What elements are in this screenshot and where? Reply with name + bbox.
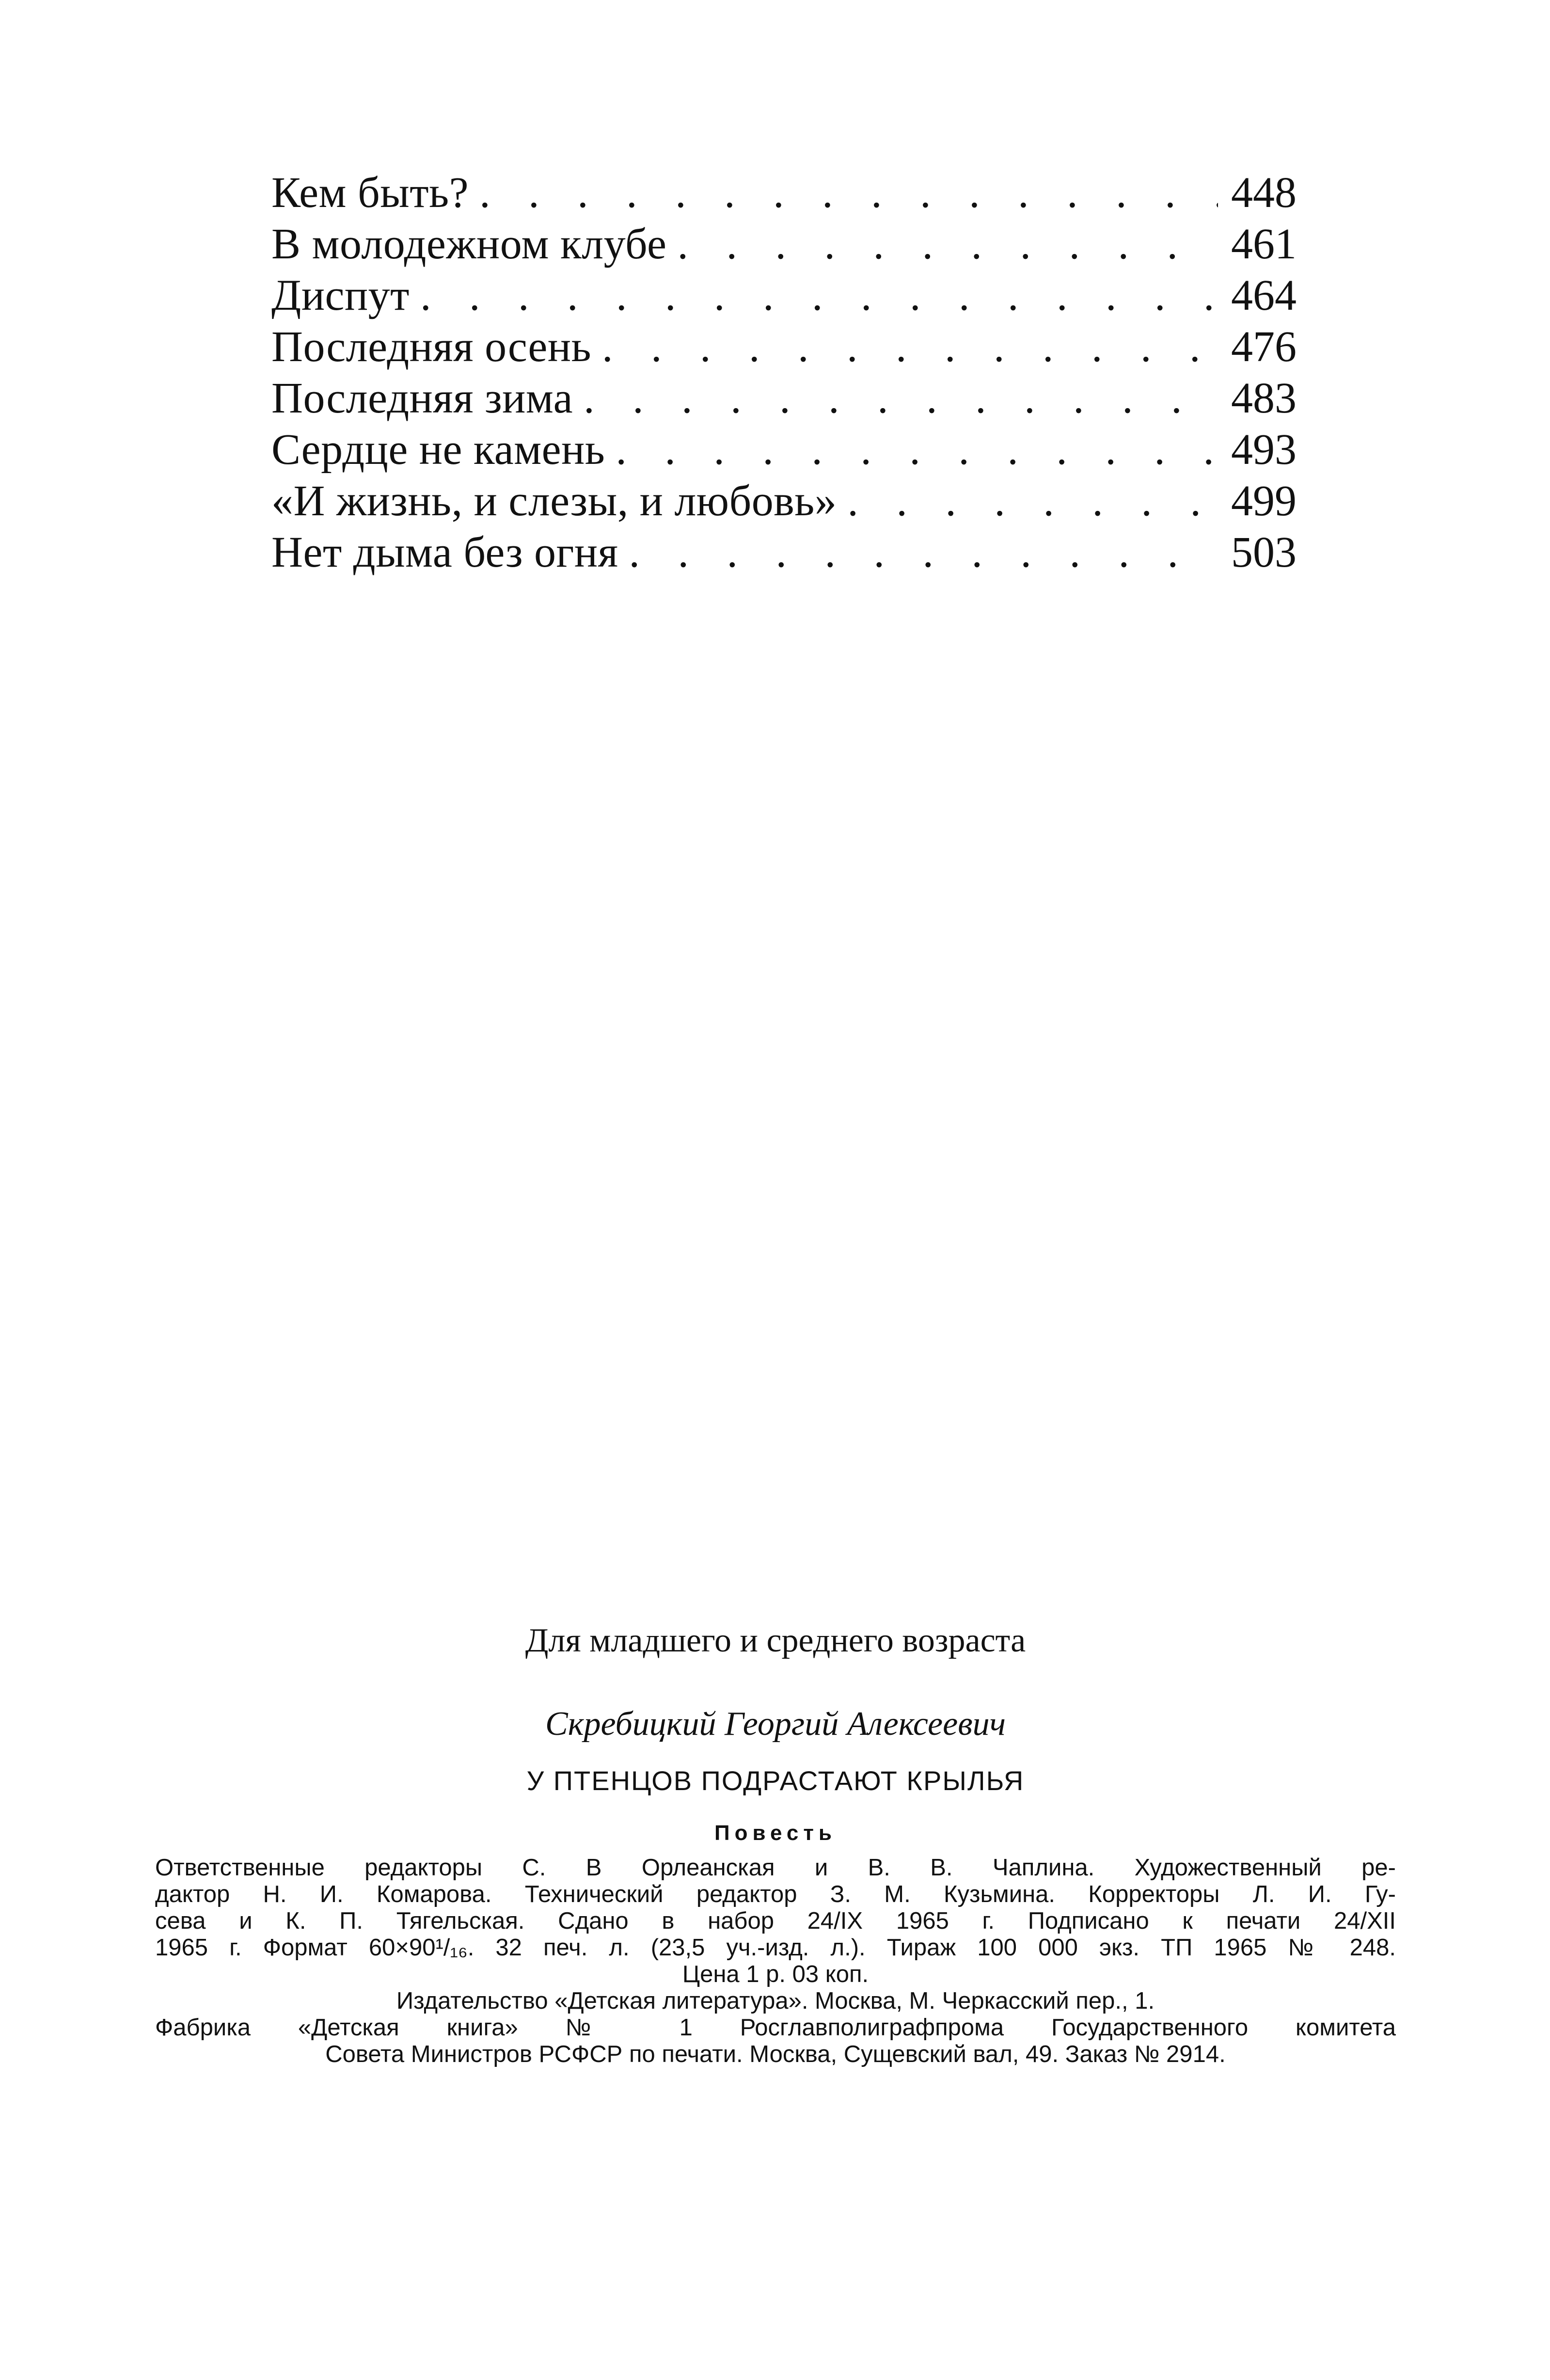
toc-dot-leader [847, 476, 1218, 527]
age-recommendation: Для младшего и среднего возраста [525, 1622, 1026, 1659]
toc-entry [271, 476, 1297, 527]
toc-entry-page: 461 [1231, 220, 1297, 268]
toc-entry-page: 483 [1231, 374, 1297, 422]
toc-entry-title: Последняя зима [271, 374, 573, 422]
toc-dot-leader [584, 373, 1218, 424]
publisher-line: Издательство «Детская литература». Москва, М. Черкасский пер., 1. [396, 1988, 1155, 2014]
price-line: Цена 1 р. 03 коп. [682, 1961, 869, 1987]
toc-dot-leader [629, 527, 1218, 578]
imprint-line: дактор Н. И. Комарова. Технический редактор З. М. Кузьмина. Корректоры Л. И. Гу- [155, 1881, 1396, 1907]
toc-entry-title: Нет дыма без огня [271, 528, 618, 576]
toc-entry [271, 270, 1297, 321]
toc-entry-page: 503 [1231, 528, 1297, 576]
toc-dot-leader [420, 270, 1218, 321]
imprint-line: Ответственные редакторы С. В Орлеанская и В. В. Чаплина. Художественный ре- [155, 1855, 1396, 1881]
printer-line: Совета Министров РСФСР по печати. Москва, Сущевский вал, 49. Заказ № 2914. [325, 2041, 1226, 2067]
toc-entry-page: 493 [1231, 426, 1297, 474]
genre-label: Повесть [714, 1821, 837, 1845]
toc-entry-title: «И жизнь, и слезы, и любовь» [271, 477, 837, 525]
toc-entry [271, 321, 1297, 373]
toc-entry [271, 373, 1297, 424]
toc-dot-leader [602, 321, 1218, 373]
toc-entry-page: 499 [1231, 477, 1297, 525]
author-name: Скребицкий Георгий Алексеевич [545, 1705, 1006, 1743]
toc-entry-title: Кем быть? [271, 169, 469, 217]
imprint-line: сева и К. П. Тягельская. Сдано в набор 24/IX 1965 г. Подписано к печати 24/XII [155, 1908, 1396, 1934]
toc-entry [271, 424, 1297, 476]
toc-entry-title: В молодежном клубе [271, 220, 667, 268]
table-of-contents [271, 167, 1297, 578]
toc-entry-title: Последняя осень [271, 323, 592, 371]
toc-entry-page: 476 [1231, 323, 1297, 371]
colophon [155, 1619, 1396, 2068]
imprint-line: 1965 г. Формат 60×90¹/₁₆. 32 печ. л. (23,5 уч.-изд. л.). Тираж 100 000 экз. ТП 1965 № 248. [155, 1935, 1396, 1961]
toc-entry [271, 167, 1297, 219]
toc-entry [271, 219, 1297, 270]
toc-dot-leader [677, 219, 1218, 270]
printer-line: Фабрика «Детская книга» № 1 Росглавполиграфпрома Государственного комитета [155, 2015, 1396, 2041]
toc-entry-page: 448 [1231, 169, 1297, 217]
toc-dot-leader [479, 167, 1218, 219]
toc-dot-leader [616, 424, 1218, 476]
toc-entry-page: 464 [1231, 271, 1297, 319]
toc-entry-title: Сердце не камень [271, 426, 605, 474]
imprint-block [155, 1855, 1396, 2068]
toc-entry [271, 527, 1297, 578]
toc-entry-title: Диспут [271, 271, 410, 319]
book-title: У ПТЕНЦОВ ПОДРАСТАЮТ КРЫЛЬЯ [526, 1765, 1025, 1796]
